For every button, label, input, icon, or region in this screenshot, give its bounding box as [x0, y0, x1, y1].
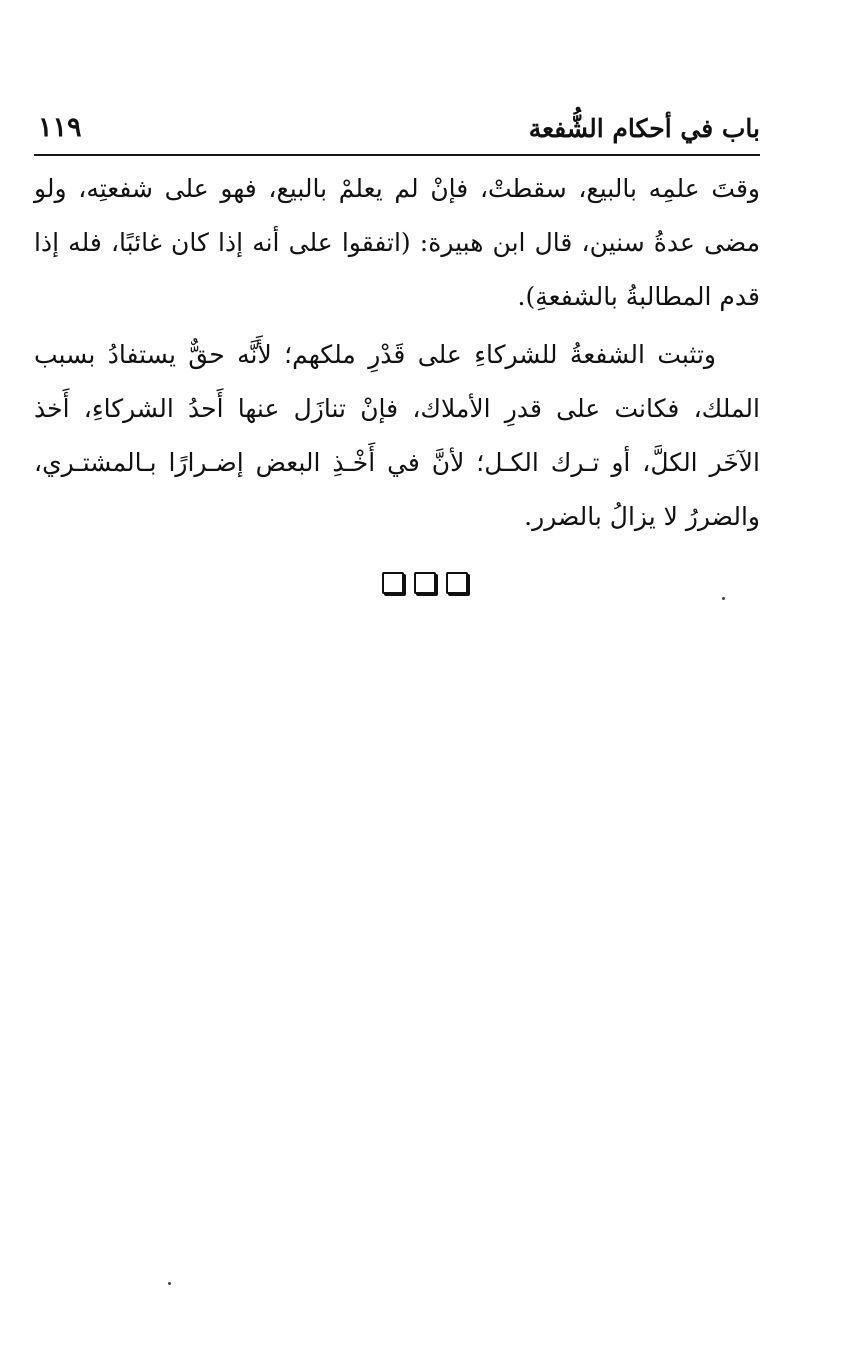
text-line: مضى عدةُ سنين، قال ابن هبيرة: (اتفقوا على أنه إذا كان غائبًا، فله إذا — [34, 228, 760, 257]
text-line: وتثبت الشفعةُ للشركاءِ على قَدْرِ ملكهم؛ لأَنَّه حقٌّ يستفادُ بسبب — [34, 340, 716, 369]
text-line: والضررُ لا يزالُ بالضرر. — [524, 502, 760, 531]
separator-square-icon — [446, 572, 468, 594]
section-separator — [0, 572, 849, 594]
scan-speck — [722, 597, 725, 600]
text-line: قدم المطالبةُ بالشفعةِ). — [517, 282, 760, 311]
page-number: ١١٩ — [38, 112, 82, 143]
scan-speck — [168, 1282, 171, 1285]
text-line: الآخَر الكلَّ، أو تـرك الكـل؛ لأنَّ في أَخْـذِ البعض إضـرارًا بـالمشتـري، — [34, 448, 760, 477]
paragraph-1 — [34, 162, 760, 324]
running-header — [34, 108, 760, 156]
separator-square-icon — [414, 572, 436, 594]
text-line: وقتَ علمِه بالبيع، سقطتْ، فإنْ لم يعلمْ بالبيع، فهو على شفعتِه، ولو — [34, 174, 760, 203]
paragraph-2 — [34, 328, 760, 544]
body-text — [34, 162, 760, 544]
text-line: الملك، فكانت على قدرِ الأملاك، فإنْ تنازَل عنها أَحدُ الشركاءِ، أَخذ — [34, 394, 760, 423]
chapter-title: باب في أحكام الشُّفعة — [528, 114, 760, 143]
separator-square-icon — [382, 572, 404, 594]
